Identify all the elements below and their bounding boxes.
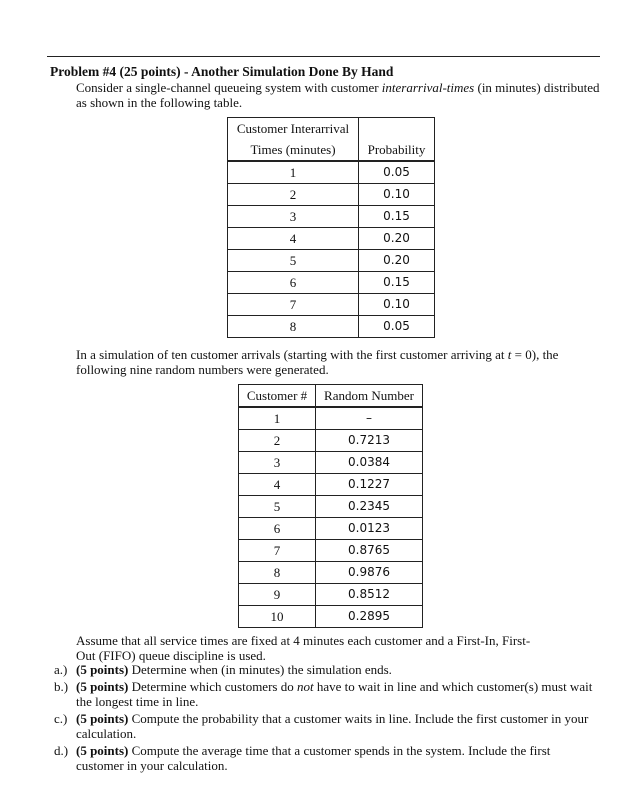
table-row — [228, 294, 435, 316]
customer-cell: 4 — [239, 474, 316, 496]
table-row — [239, 584, 423, 606]
rn-cell: 0.7213 — [316, 430, 423, 452]
table-row — [228, 228, 435, 250]
question-label: c.) — [54, 711, 68, 726]
table-row — [239, 518, 423, 540]
question-text: Determine when (in minutes) the simulation ends. — [128, 662, 392, 677]
rn-cell: 0.9876 — [316, 562, 423, 584]
table-row — [239, 452, 423, 474]
table-row — [239, 407, 423, 430]
time-cell: 1 — [228, 161, 359, 184]
prob-cell: 0.10 — [359, 294, 435, 316]
question-points: (5 points) — [76, 711, 129, 726]
table-row — [228, 206, 435, 228]
time-cell: 5 — [228, 250, 359, 272]
simulation-var: t — [507, 347, 512, 362]
rn-cell: 0.8512 — [316, 584, 423, 606]
interarrival-table — [227, 117, 435, 338]
question-points: (5 points) — [76, 662, 129, 677]
top-rule — [47, 56, 600, 57]
prob-cell: 0.05 — [359, 316, 435, 338]
header-random-number: Random Number — [316, 385, 423, 408]
question-d — [54, 743, 599, 773]
question-c — [54, 711, 599, 741]
table-row — [239, 474, 423, 496]
table-row — [228, 161, 435, 184]
prob-cell: 0.10 — [359, 184, 435, 206]
question-text: Compute the average time that a customer spends in the system. Include the first customer in your calculation. — [76, 743, 551, 773]
customer-cell: 8 — [239, 562, 316, 584]
customer-cell: 10 — [239, 606, 316, 628]
intro-text-1: Consider a single-channel queueing system with customer — [76, 80, 382, 95]
customer-cell: 2 — [239, 430, 316, 452]
prob-cell: 0.15 — [359, 272, 435, 294]
prob-cell: 0.15 — [359, 206, 435, 228]
question-b — [54, 679, 599, 709]
rn-cell: 0.0123 — [316, 518, 423, 540]
table-row — [228, 316, 435, 338]
time-cell: 6 — [228, 272, 359, 294]
customer-cell: 9 — [239, 584, 316, 606]
rn-cell: 0.1227 — [316, 474, 423, 496]
time-cell: 8 — [228, 316, 359, 338]
question-points: (5 points) — [76, 679, 129, 694]
question-italic: not — [296, 679, 314, 694]
table-row — [239, 606, 423, 628]
rn-cell: 0.2345 — [316, 496, 423, 518]
customer-cell: 6 — [239, 518, 316, 540]
customer-cell: 1 — [239, 407, 316, 430]
random-number-table — [238, 384, 423, 628]
time-cell: 2 — [228, 184, 359, 206]
question-points: (5 points) — [76, 743, 129, 758]
prob-cell: 0.05 — [359, 161, 435, 184]
intro-italic: interarrival-times — [381, 80, 475, 95]
intro-text-2: (in minutes) distributed as shown in the following table. — [76, 80, 600, 110]
time-cell: 7 — [228, 294, 359, 316]
question-text: Compute the probability that a customer waits in line. Include the first customer in your calculation. — [76, 711, 589, 741]
rn-cell: 0.8765 — [316, 540, 423, 562]
table-row — [239, 540, 423, 562]
header-empty — [359, 118, 435, 140]
assume-paragraph: Assume that all service times are fixed at 4 minutes each customer and a First-In, First-Out (FIFO) queue discipline is used. — [76, 633, 531, 663]
question-label: d.) — [54, 743, 69, 758]
header-interarrival-line1: Customer Interarrival — [228, 118, 359, 140]
table-row — [228, 184, 435, 206]
customer-cell: 3 — [239, 452, 316, 474]
table-row — [239, 496, 423, 518]
simulation-paragraph — [76, 347, 601, 377]
prob-cell: 0.20 — [359, 250, 435, 272]
question-text: Determine which customers do — [128, 679, 297, 694]
question-a — [54, 662, 599, 677]
rn-cell: 0.2895 — [316, 606, 423, 628]
customer-cell: 7 — [239, 540, 316, 562]
question-label: a.) — [54, 662, 68, 677]
header-customer: Customer # — [239, 385, 316, 408]
table-row — [228, 272, 435, 294]
simulation-text-1: In a simulation of ten customer arrivals (starting with the first customer arriving at — [76, 347, 508, 362]
rn-cell: 0.0384 — [316, 452, 423, 474]
prob-cell: 0.20 — [359, 228, 435, 250]
customer-cell: 5 — [239, 496, 316, 518]
header-probability: Probability — [359, 139, 435, 161]
table-row — [239, 430, 423, 452]
header-interarrival-line2: Times (minutes) — [228, 139, 359, 161]
problem-title: Problem #4 (25 points) - Another Simulation Done By Hand — [50, 64, 394, 79]
time-cell: 3 — [228, 206, 359, 228]
simulation-text-2: = 0), the following nine random numbers were generated. — [76, 347, 559, 377]
table-row — [239, 562, 423, 584]
intro-paragraph — [76, 80, 601, 110]
question-list — [54, 662, 599, 775]
time-cell: 4 — [228, 228, 359, 250]
question-label: b.) — [54, 679, 69, 694]
question-text-after: have to wait in line and which customer(s) must wait the longest time in line. — [76, 679, 593, 709]
rn-cell: – — [316, 407, 423, 430]
table-row — [228, 250, 435, 272]
